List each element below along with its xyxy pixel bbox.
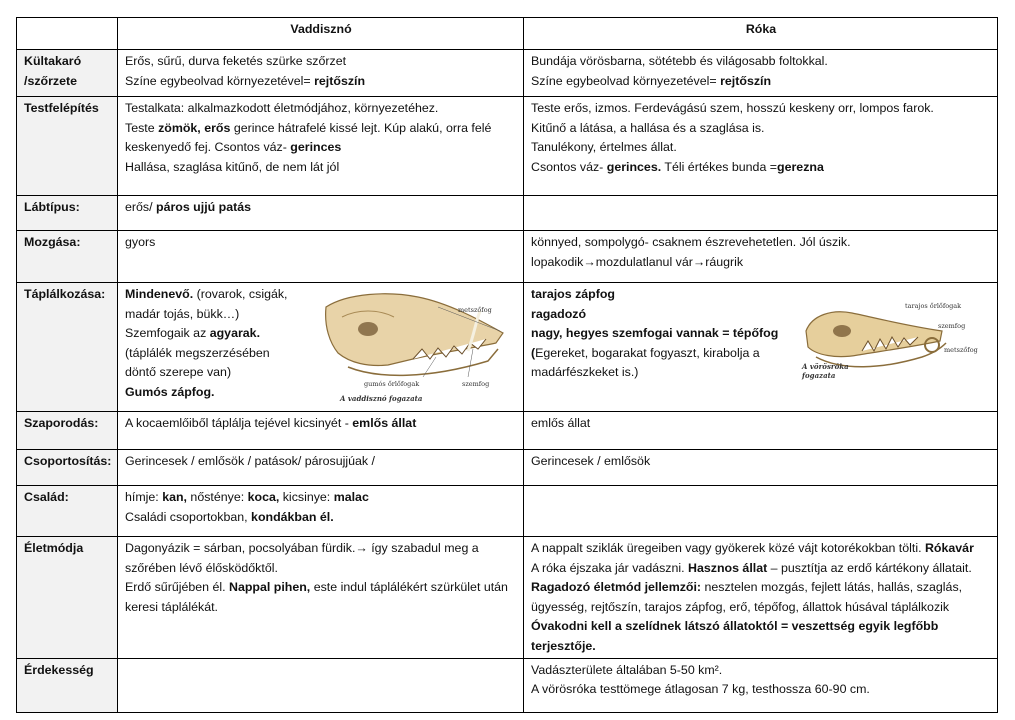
row-label: Testfelépítés [17, 97, 118, 196]
row-label: Szaporodás: [17, 412, 118, 450]
text-line [125, 305, 517, 325]
text-run: Egereket, bogarakat fogyaszt, kirabolja a [535, 345, 760, 360]
text-run: Erdő sűrűjében él. [125, 580, 230, 595]
cell-fox [524, 196, 998, 231]
row-label: Csoportosítás: [17, 450, 118, 486]
cell-fox [524, 283, 998, 412]
bold-text: Gumós zápfog. [125, 384, 215, 399]
text-line [125, 488, 517, 508]
row-label: Érdekesség [17, 658, 118, 712]
cell-fox [524, 412, 998, 450]
text-run: A vörösróka testtömege átlagosan 7 kg, testhossza 60-90 cm. [531, 682, 870, 697]
text-line [125, 383, 517, 403]
text-line [531, 661, 991, 681]
text-line [531, 233, 991, 253]
text-run: hímje: [125, 490, 163, 504]
text-line [125, 52, 517, 72]
cell-boar [118, 231, 524, 283]
row-label: Lábtípus: [17, 196, 118, 231]
bold-text: tarajos zápfog [531, 287, 615, 301]
text-run: (rovarok, csigák, [193, 287, 288, 301]
text-run: Dagonyázik = sárban, pocsolyában fürdik.→ így szabadul meg a szőrében lévő élősködőktől. [125, 541, 479, 575]
fox-caption-2: fogazata [802, 371, 836, 380]
bold-text: Hasznos állat [688, 560, 768, 575]
text-run: Szemfogaik az [125, 326, 210, 341]
bold-text: Mindenevő. [125, 287, 194, 301]
bold-text: gerinces [290, 140, 342, 155]
boar-label-molars: gumós őrlőfogak [364, 380, 420, 388]
text-line [125, 508, 517, 528]
text-run: Teste erős, izmos. Ferdevágású szem, hosszú keskeny orr, lompos farok. [531, 101, 934, 115]
text-line [125, 198, 517, 218]
bold-text: rejtőszín [314, 73, 366, 88]
bold-text: kondákban él. [251, 509, 334, 524]
text-run: kicsinye: [279, 490, 334, 504]
boar-label-canine: szemfog [462, 380, 490, 388]
fox-label-canine: szemfog [938, 322, 966, 330]
text-line [125, 119, 517, 158]
bold-text: ragadozó [531, 306, 587, 321]
text-line [531, 324, 991, 344]
text-line [531, 578, 991, 617]
bold-text: nagy, hegyes szemfogai vannak = tépőfog [531, 326, 779, 341]
row-label: Mozgása: [17, 231, 118, 283]
text-line [531, 452, 991, 472]
bold-text: ( [531, 345, 536, 360]
text-run: Csontos váz- [531, 159, 607, 174]
bold-text: páros ujjú patás [156, 200, 252, 214]
row-label: Család: [17, 486, 118, 537]
row-repro [17, 412, 998, 450]
bold-text: malac [333, 490, 369, 504]
text-run: madárfészkeket is.) [531, 365, 639, 380]
text-run: döntő szerepe van) [125, 365, 232, 380]
row-move [17, 231, 998, 283]
text-run: A kocaemlőiből táplálja tejével kicsinyét - [125, 416, 353, 430]
row-label: Kültakaró /szőrzete [17, 50, 118, 97]
row-label: Életmódja [17, 537, 118, 659]
text-run: Erős, sűrű, durva feketés szürke szőrzet [125, 54, 347, 68]
cell-boar [118, 537, 524, 659]
text-line [531, 253, 991, 273]
text-run: – pusztítja az erdő kártékony állatait. [767, 560, 972, 575]
text-run: Testalkata: alkalmazkodott életmódjához, környezetéhez. [125, 101, 439, 115]
boar-caption: A vaddisznó fogazata [340, 394, 423, 403]
fox-food-text [531, 285, 991, 383]
row-body [17, 97, 998, 196]
bold-text: gerinces. [606, 159, 662, 174]
bold-text: koca, [247, 490, 280, 504]
text-run: Színe egybeolvad környezetével= [125, 73, 315, 88]
bold-text: zömök, erős [158, 120, 231, 135]
text-run: könnyed, sompolygó- csaknem észrevehetetlen. Jól úszik. [531, 235, 851, 249]
text-line [531, 119, 991, 139]
bold-text: rejtőszín [720, 73, 772, 88]
text-line [531, 99, 991, 119]
cell-boar [118, 658, 524, 712]
text-run: Kitűnő a látása, a hallása és a szaglása is. [531, 120, 765, 135]
text-run: Gerincesek / emlősök [531, 454, 651, 468]
cell-boar [118, 196, 524, 231]
row-food [17, 283, 998, 412]
cell-fox [524, 97, 998, 196]
cell-fox [524, 537, 998, 659]
text-run: (táplálék megszerzésében [125, 345, 270, 360]
text-run: A róka éjszaka jár vadászni. [531, 560, 689, 575]
bold-text: agyarak. [209, 326, 261, 341]
cell-boar [118, 412, 524, 450]
text-run: nősténye: [186, 490, 248, 504]
row-fact [17, 658, 998, 712]
cell-fox [524, 658, 998, 712]
header-fox: Róka [524, 18, 998, 50]
cell-fox [524, 231, 998, 283]
text-line [125, 452, 517, 472]
text-run: Családi csoportokban, [125, 509, 252, 524]
text-line [125, 285, 517, 305]
fox-label-incisor: metszőfog [944, 346, 978, 354]
bold-text: kan, [162, 490, 187, 504]
cell-boar [118, 450, 524, 486]
row-group [17, 450, 998, 486]
text-run: Bundája vörösbarna, sötétebb és világosabb foltokkal. [531, 54, 828, 68]
cell-fox [524, 486, 998, 537]
bold-text: Nappal pihen, [229, 580, 311, 595]
text-run: este indul táplálékért szürkület után keresi táplálékát. [125, 580, 508, 614]
bold-text: Óvakodni kell a szelídnek látszó állatoktól = veszettség egyik legfőbb terjesztője. [531, 619, 939, 653]
text-line [125, 158, 517, 178]
text-run: erős/ [125, 200, 156, 214]
text-line [531, 158, 991, 178]
text-line [125, 539, 517, 578]
text-line [125, 99, 517, 119]
cell-boar [118, 486, 524, 537]
text-line [125, 578, 517, 617]
header-boar: Vaddisznó [118, 18, 524, 50]
row-label: Táplálkozása: [17, 283, 118, 412]
text-line [125, 233, 517, 253]
text-line [531, 539, 991, 559]
text-run: nesztelen mozgás, fejlett látás, hallás, szaglás, ügyesség, rejtőszín, tarajos zápfog, erő, tépőfog, állattok húsával táplálkozik [531, 580, 963, 614]
text-line [531, 680, 991, 700]
text-run: Teste [125, 120, 159, 135]
text-run: Téli értékes bunda = [661, 159, 778, 174]
bold-text: gerezna [777, 159, 824, 174]
text-run: Gerincesek / emlősök / patások/ párosujjúak / [125, 454, 375, 468]
text-line [125, 344, 517, 364]
text-line [531, 617, 991, 656]
text-line [125, 363, 517, 383]
text-line [531, 138, 991, 158]
row-family [17, 486, 998, 537]
row-life [17, 537, 998, 659]
cell-fox [524, 50, 998, 97]
text-run: Színe egybeolvad környezetével= [531, 73, 721, 88]
text-line [125, 72, 517, 92]
text-line [531, 285, 991, 305]
text-run: lopakodik→mozdulatlanul vár→ráugrik [531, 254, 744, 269]
boar-food-text [125, 285, 517, 403]
text-run: gerince hátrafelé kissé lejt. Kúp alakú, orra felé keskenyedő fej. Csontos váz- [125, 120, 492, 155]
text-run: gyors [125, 235, 156, 249]
comparison-table [16, 17, 998, 713]
cell-fox [524, 450, 998, 486]
text-line [125, 324, 517, 344]
text-line [531, 72, 991, 92]
cell-boar [118, 283, 524, 412]
row-fur [17, 50, 998, 97]
boar-label-incisor: metszőfog [458, 306, 492, 314]
text-line [531, 52, 991, 72]
text-line [125, 414, 517, 434]
cell-boar [118, 97, 524, 196]
fox-label-molars: tarajos őrlőfogak [905, 302, 962, 310]
text-line [531, 305, 991, 325]
text-run: Hallása, szaglása kitűnő, de nem lát jól [125, 159, 340, 174]
cell-boar [118, 50, 524, 97]
text-line [531, 414, 991, 434]
text-run: Vadászterülete általában 5-50 km². [531, 662, 723, 677]
text-line [531, 344, 991, 364]
bold-text: Rókavár [924, 541, 974, 555]
header-row [17, 18, 998, 50]
text-run: Tanulékony, értelmes állat. [531, 140, 677, 155]
text-run: A nappalt sziklák üregeiben vagy gyökerek közé vájt kotorékokban tölti. [531, 541, 925, 555]
text-run: emlős állat [531, 416, 591, 430]
text-run: madár tojás, bükk…) [125, 306, 240, 321]
fox-caption-1: A vörösróka [802, 362, 849, 371]
row-leg [17, 196, 998, 231]
text-line [531, 363, 991, 383]
bold-text: Ragadozó életmód jellemzői: [531, 580, 702, 595]
text-line [531, 559, 991, 579]
bold-text: emlős állat [352, 416, 417, 430]
header-corner [17, 18, 118, 50]
